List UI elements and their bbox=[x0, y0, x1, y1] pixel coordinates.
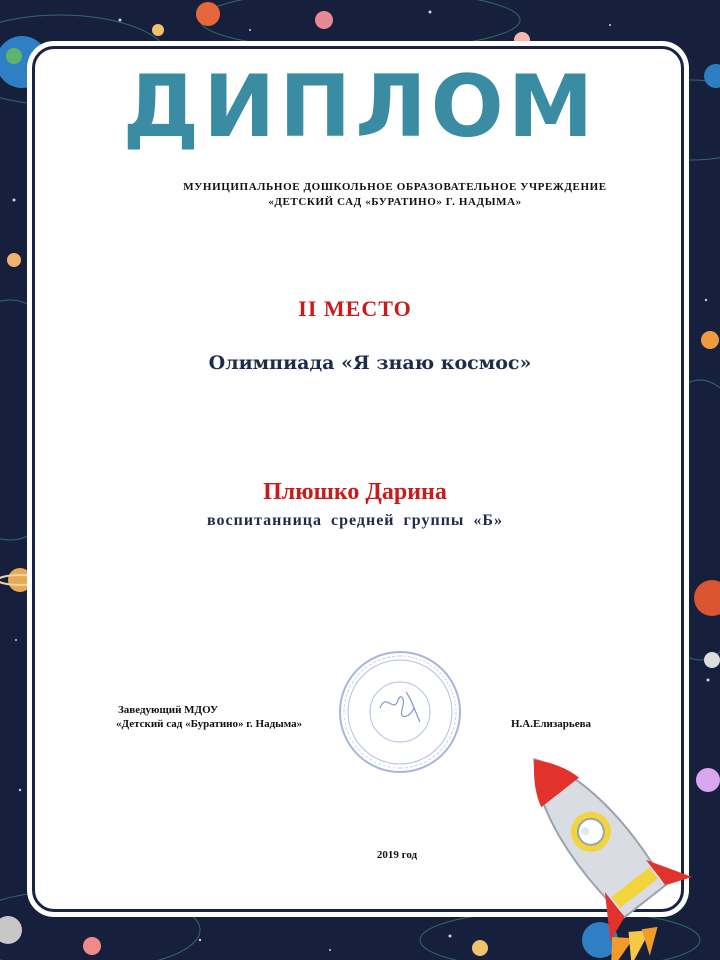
rocket-illustration-icon bbox=[492, 716, 720, 960]
round-seal-stamp-icon bbox=[336, 648, 464, 776]
diploma-title: ДИПЛОМ bbox=[122, 57, 598, 157]
recipient-name: Плюшко Дарина bbox=[263, 479, 447, 505]
planet-orange bbox=[196, 2, 220, 26]
place-award: II МЕСТО bbox=[298, 296, 412, 321]
organization-line-2: «ДЕТСКИЙ САД «БУРАТИНО» Г. НАДЫМА» bbox=[268, 196, 522, 208]
planet-pink bbox=[315, 11, 333, 29]
event-title: Олимпиада «Я знаю космос» bbox=[208, 352, 532, 374]
diploma-year: 2019 год bbox=[376, 849, 418, 861]
recipient-description: воспитанница средней группы «Б» bbox=[207, 512, 503, 529]
signer-position-line-1: Заведующий МДОУ bbox=[118, 704, 219, 716]
signer-position-line-2: «Детский сад «Буратино» г. Надыма» bbox=[116, 718, 303, 730]
organization-line-1: МУНИЦИПАЛЬНОЕ ДОШКОЛЬНОЕ ОБРАЗОВАТЕЛЬНОЕ УЧРЕЖДЕНИЕ bbox=[183, 181, 607, 193]
signer-name: Н.А.Елизарьева bbox=[511, 718, 592, 730]
planet-saturn bbox=[8, 568, 32, 592]
